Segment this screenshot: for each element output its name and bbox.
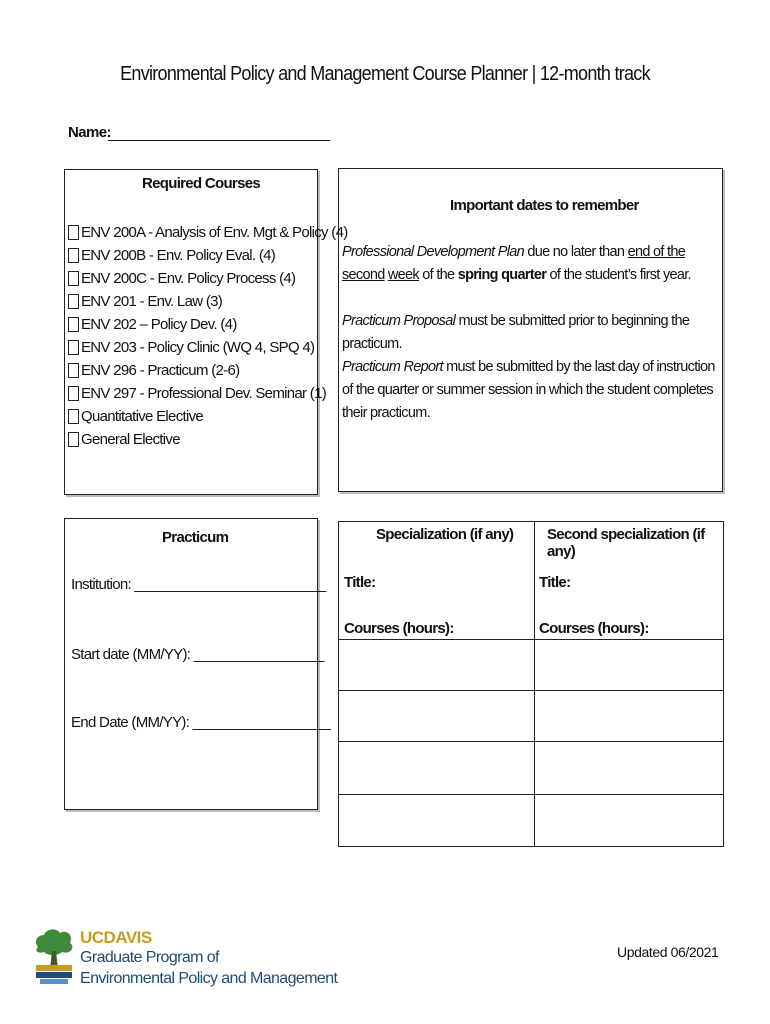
course-checkbox[interactable] (68, 432, 79, 447)
course-checkbox[interactable] (68, 340, 79, 355)
end-date-field[interactable]: End Date (MM/YY): __________________ (71, 714, 331, 731)
logo-program-line1: Graduate Program of (80, 949, 219, 966)
important-dates-box (338, 168, 723, 492)
start-date-field[interactable]: Start date (MM/YY): _________________ (71, 646, 324, 663)
practicum-box (64, 518, 331, 810)
logo-ucdavis: UCDAVIS (80, 928, 152, 947)
course-checkbox[interactable] (68, 317, 79, 332)
course-item: ENV 297 - Professional Dev. Seminar (1) (68, 382, 348, 405)
second-courses-hours-label: Courses (hours): (539, 620, 649, 637)
course-checkbox[interactable] (68, 271, 79, 286)
course-checklist (68, 221, 348, 451)
institution-field[interactable]: Institution: _________________________ (71, 576, 326, 593)
course-item: General Elective (68, 428, 348, 451)
title-label: Title: (344, 574, 376, 591)
ucdavis-logo (32, 925, 338, 995)
report-deadline-text: Practicum Report must be submitted by the last day of instruction of the quarter or summer session in which the student completes their practicum. (342, 359, 715, 421)
specialization-heading: Specialization (if any) (376, 526, 514, 543)
course-item: ENV 200A - Analysis of Env. Mgt & Policy (4) (68, 221, 348, 244)
updated-date: Updated 06/2021 (617, 944, 719, 960)
table-row-divider (339, 690, 723, 691)
second-title-label: Title: (539, 574, 571, 591)
proposal-deadline-text: Practicum Proposal must be submitted prior to beginning the practicum. (342, 313, 690, 352)
page-title: Environmental Policy and Management Course Planner | 12-month track (120, 63, 650, 85)
course-item: ENV 296 - Practicum (2-6) (68, 359, 348, 382)
courses-hours-label: Courses (hours): (344, 620, 454, 637)
tree-icon (32, 925, 76, 991)
table-row-divider (339, 639, 723, 640)
name-label: Name: (68, 124, 111, 141)
important-dates-heading: Important dates to remember (450, 197, 639, 214)
course-item: ENV 203 - Policy Clinic (WQ 4, SPQ 4) (68, 336, 348, 359)
course-item: ENV 200B - Env. Policy Eval. (4) (68, 244, 348, 267)
course-checkbox[interactable] (68, 363, 79, 378)
required-courses-box (64, 169, 348, 495)
logo-program-line2: Environmental Policy and Management (80, 970, 338, 987)
column-divider (534, 522, 535, 846)
required-courses-heading: Required Courses (142, 175, 260, 192)
course-item: Quantitative Elective (68, 405, 348, 428)
second-specialization-heading: Second specialization (if any) (547, 526, 705, 560)
pdp-deadline-text: Professional Development Plan due no later than end of the second week of the spring quarter of the student’s first year. (342, 244, 691, 283)
course-checkbox[interactable] (68, 248, 79, 263)
course-checkbox[interactable] (68, 386, 79, 401)
course-checkbox[interactable] (68, 225, 79, 240)
specialization-table (338, 521, 724, 847)
practicum-heading: Practicum (162, 529, 229, 546)
table-row-divider (339, 741, 723, 742)
course-checkbox[interactable] (68, 294, 79, 309)
table-row-divider (339, 794, 723, 795)
course-item: ENV 201 - Env. Law (3) (68, 290, 348, 313)
course-item: ENV 200C - Env. Policy Process (4) (68, 267, 348, 290)
course-item: ENV 202 – Policy Dev. (4) (68, 313, 348, 336)
course-checkbox[interactable] (68, 409, 79, 424)
name-input-line[interactable] (108, 140, 330, 141)
